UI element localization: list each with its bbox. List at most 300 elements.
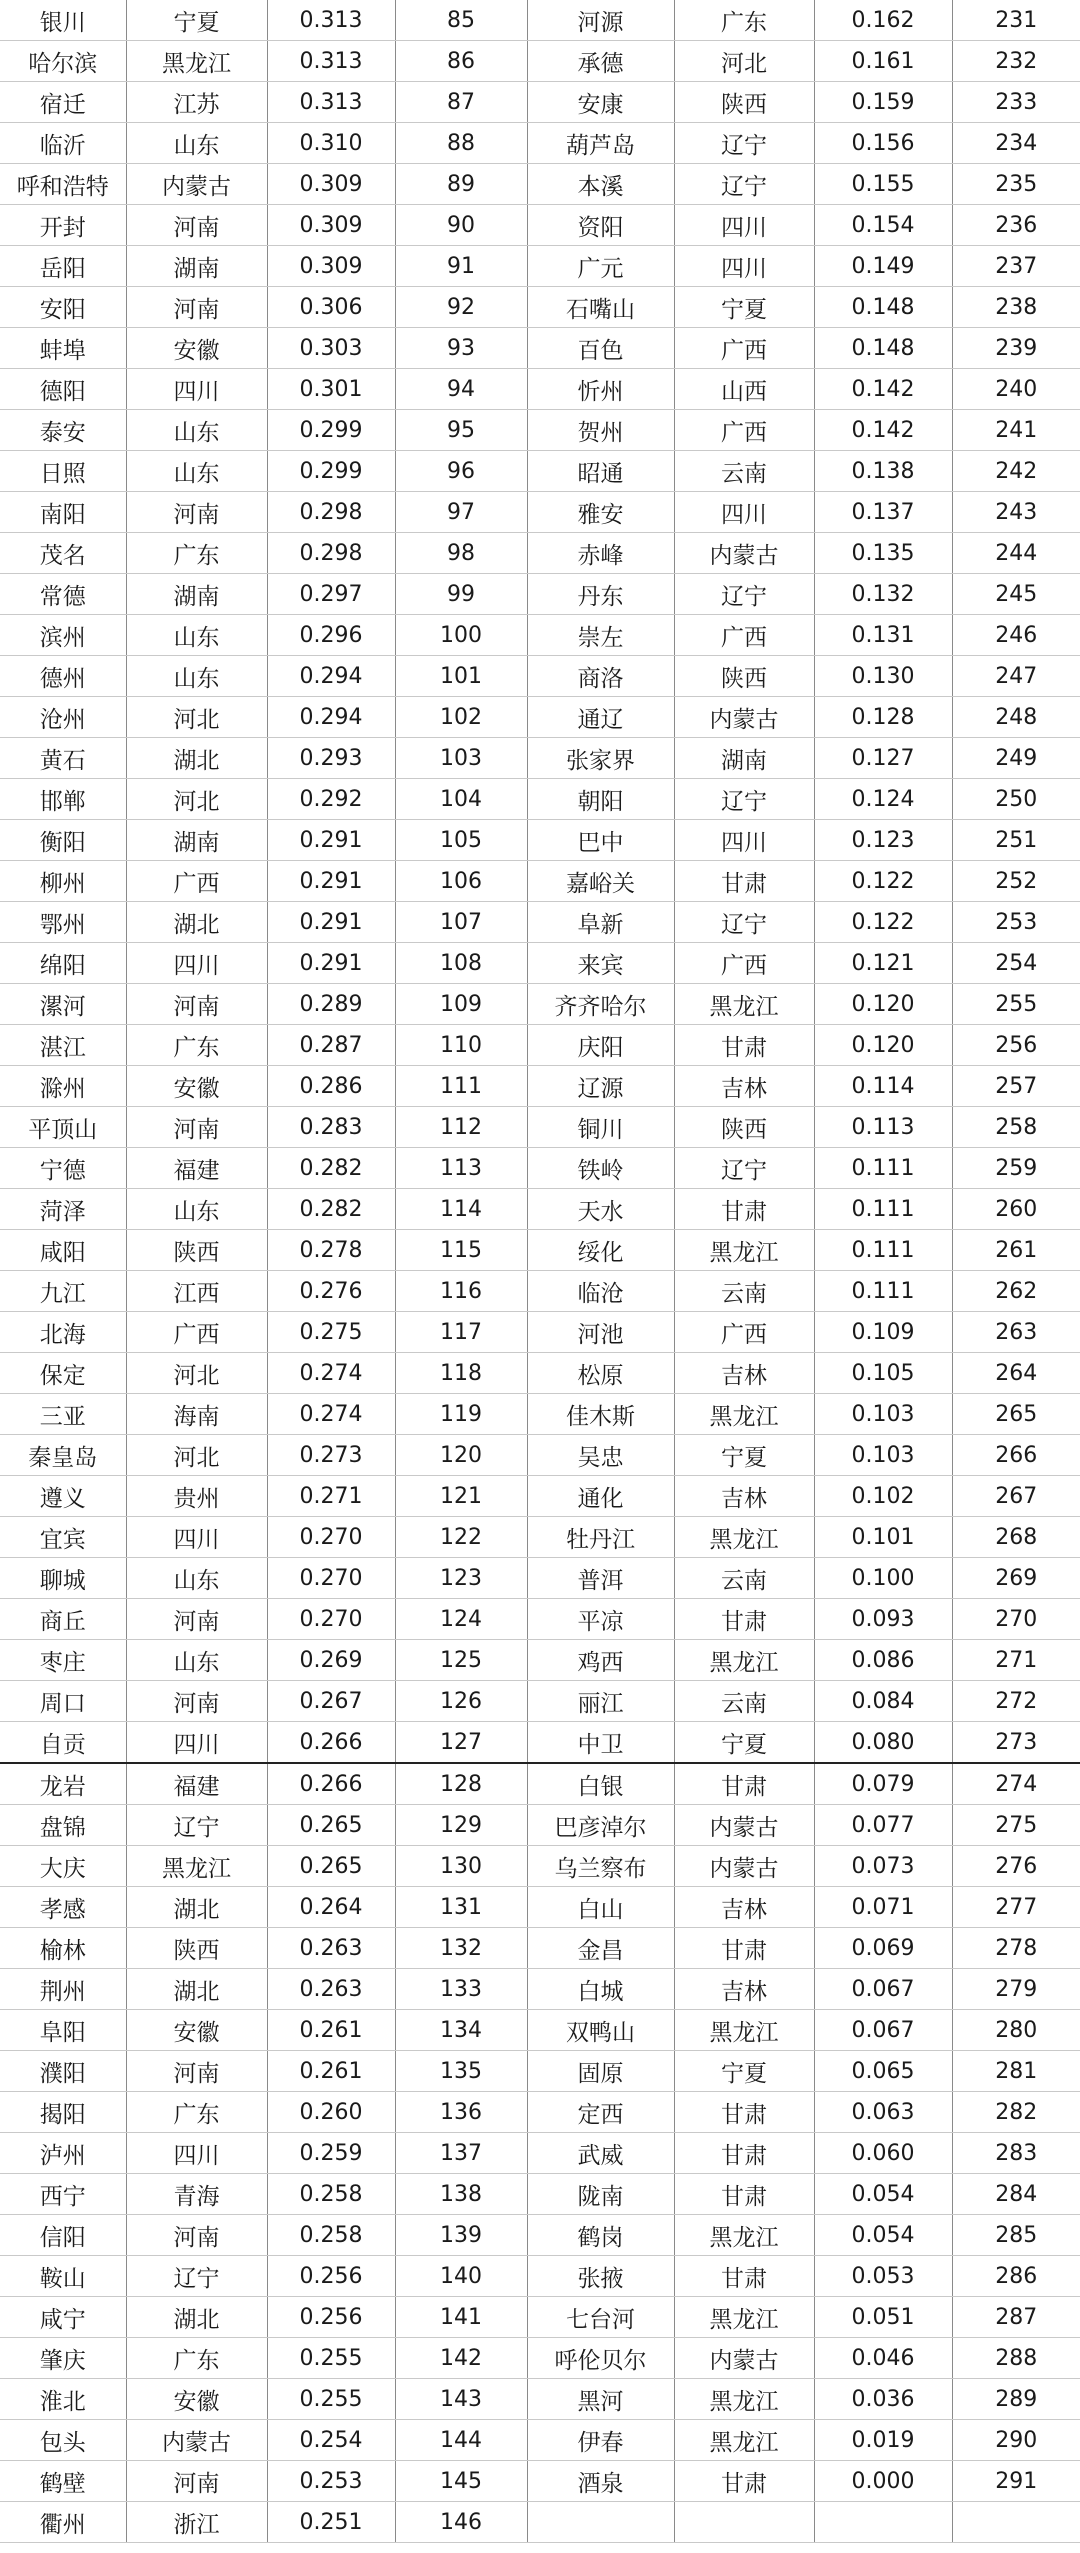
rank-left: 113 (395, 1148, 527, 1189)
province-right: 山西 (674, 369, 814, 410)
index-value-right: 0.101 (814, 1517, 952, 1558)
city-name-left: 信阳 (0, 2215, 126, 2256)
index-value-left: 0.291 (267, 902, 395, 943)
province-left: 湖北 (126, 2297, 267, 2338)
province-left: 青海 (126, 2174, 267, 2215)
table-row (0, 1558, 1080, 1599)
city-name-left: 开封 (0, 205, 126, 246)
index-value-left: 0.267 (267, 1681, 395, 1722)
province-left: 安徽 (126, 2379, 267, 2420)
index-value-right: 0.111 (814, 1271, 952, 1312)
city-name-right: 酒泉 (527, 2461, 674, 2502)
province-left: 黑龙江 (126, 41, 267, 82)
province-left: 贵州 (126, 1476, 267, 1517)
rank-right: 233 (952, 82, 1080, 123)
index-value-right: 0.000 (814, 2461, 952, 2502)
rank-left: 97 (395, 492, 527, 533)
table-row (0, 2502, 1080, 2543)
rank-right: 235 (952, 164, 1080, 205)
city-name-left: 阜阳 (0, 2010, 126, 2051)
index-value-right: 0.114 (814, 1066, 952, 1107)
city-name-right: 白银 (527, 1763, 674, 1805)
city-name-left: 呼和浩特 (0, 164, 126, 205)
city-name-left: 平顶山 (0, 1107, 126, 1148)
index-value-right: 0.137 (814, 492, 952, 533)
city-name-right: 铜川 (527, 1107, 674, 1148)
province-left: 辽宁 (126, 2256, 267, 2297)
index-value-right: 0.051 (814, 2297, 952, 2338)
index-value-left: 0.299 (267, 410, 395, 451)
city-name-right: 本溪 (527, 164, 674, 205)
index-value-left: 0.266 (267, 1763, 395, 1805)
table-row (0, 2174, 1080, 2215)
city-name-right: 铁岭 (527, 1148, 674, 1189)
city-name-right (527, 2502, 674, 2543)
province-left: 陕西 (126, 1230, 267, 1271)
province-right: 甘肃 (674, 2256, 814, 2297)
index-value-left: 0.261 (267, 2010, 395, 2051)
province-right: 黑龙江 (674, 1394, 814, 1435)
province-right: 辽宁 (674, 779, 814, 820)
city-name-left: 咸宁 (0, 2297, 126, 2338)
rank-left: 142 (395, 2338, 527, 2379)
city-name-left: 鹤壁 (0, 2461, 126, 2502)
table-row (0, 1066, 1080, 1107)
index-value-right: 0.067 (814, 1969, 952, 2010)
province-right (674, 2502, 814, 2543)
table-row (0, 1681, 1080, 1722)
table-row (0, 1763, 1080, 1805)
table-row (0, 2051, 1080, 2092)
province-left: 陕西 (126, 1928, 267, 1969)
table-row (0, 0, 1080, 41)
table-row (0, 2133, 1080, 2174)
province-right: 甘肃 (674, 2133, 814, 2174)
city-name-left: 商丘 (0, 1599, 126, 1640)
index-value-left: 0.274 (267, 1394, 395, 1435)
city-name-right: 雅安 (527, 492, 674, 533)
rank-right: 242 (952, 451, 1080, 492)
rank-left: 116 (395, 1271, 527, 1312)
province-right: 黑龙江 (674, 1230, 814, 1271)
province-right: 陕西 (674, 656, 814, 697)
index-value-right: 0.132 (814, 574, 952, 615)
index-value-right: 0.079 (814, 1763, 952, 1805)
index-value-left: 0.274 (267, 1353, 395, 1394)
city-name-left: 邯郸 (0, 779, 126, 820)
rank-right: 248 (952, 697, 1080, 738)
index-value-left: 0.275 (267, 1312, 395, 1353)
province-right: 吉林 (674, 1969, 814, 2010)
index-value-right: 0.156 (814, 123, 952, 164)
table-row (0, 164, 1080, 205)
province-left: 河北 (126, 697, 267, 738)
province-left: 安徽 (126, 328, 267, 369)
index-value-right: 0.122 (814, 902, 952, 943)
rank-left: 108 (395, 943, 527, 984)
city-name-left: 濮阳 (0, 2051, 126, 2092)
province-right: 河北 (674, 41, 814, 82)
index-value-right: 0.120 (814, 984, 952, 1025)
rank-left: 139 (395, 2215, 527, 2256)
table-row (0, 1640, 1080, 1681)
city-name-right: 鸡西 (527, 1640, 674, 1681)
rank-left: 126 (395, 1681, 527, 1722)
index-value-right: 0.128 (814, 697, 952, 738)
province-right: 广西 (674, 410, 814, 451)
table-row (0, 2010, 1080, 2051)
table-row (0, 1025, 1080, 1066)
province-right: 宁夏 (674, 1722, 814, 1764)
index-value-left: 0.270 (267, 1517, 395, 1558)
province-left: 山东 (126, 615, 267, 656)
index-value-right: 0.148 (814, 287, 952, 328)
table-row (0, 2461, 1080, 2502)
table-row (0, 656, 1080, 697)
rank-right: 290 (952, 2420, 1080, 2461)
index-value-right: 0.120 (814, 1025, 952, 1066)
index-value-right: 0.060 (814, 2133, 952, 2174)
index-value-left: 0.259 (267, 2133, 395, 2174)
rank-left: 105 (395, 820, 527, 861)
index-value-left: 0.294 (267, 656, 395, 697)
city-name-left: 常德 (0, 574, 126, 615)
province-left: 河南 (126, 2051, 267, 2092)
index-value-right: 0.131 (814, 615, 952, 656)
rank-left: 103 (395, 738, 527, 779)
province-right: 四川 (674, 205, 814, 246)
province-right: 云南 (674, 1271, 814, 1312)
city-name-left: 绵阳 (0, 943, 126, 984)
province-right: 宁夏 (674, 1435, 814, 1476)
city-name-left: 日照 (0, 451, 126, 492)
rank-left: 131 (395, 1887, 527, 1928)
index-value-left: 0.269 (267, 1640, 395, 1681)
province-right: 内蒙古 (674, 697, 814, 738)
table-row (0, 1107, 1080, 1148)
province-left: 山东 (126, 123, 267, 164)
index-value-left: 0.264 (267, 1887, 395, 1928)
rank-left: 115 (395, 1230, 527, 1271)
city-name-right: 七台河 (527, 2297, 674, 2338)
table-row (0, 779, 1080, 820)
index-value-right: 0.102 (814, 1476, 952, 1517)
rank-left: 128 (395, 1763, 527, 1805)
province-right: 陕西 (674, 1107, 814, 1148)
province-left: 四川 (126, 2133, 267, 2174)
index-value-left: 0.282 (267, 1148, 395, 1189)
province-left: 江苏 (126, 82, 267, 123)
index-value-left: 0.298 (267, 492, 395, 533)
rank-right: 236 (952, 205, 1080, 246)
province-right: 甘肃 (674, 2092, 814, 2133)
province-right: 陕西 (674, 82, 814, 123)
province-left: 浙江 (126, 2502, 267, 2543)
index-value-right: 0.071 (814, 1887, 952, 1928)
city-name-left: 九江 (0, 1271, 126, 1312)
index-value-left: 0.258 (267, 2215, 395, 2256)
city-name-left: 滨州 (0, 615, 126, 656)
index-value-right: 0.142 (814, 410, 952, 451)
province-right: 黑龙江 (674, 2215, 814, 2256)
province-left: 湖北 (126, 902, 267, 943)
city-name-left: 湛江 (0, 1025, 126, 1066)
city-name-left: 哈尔滨 (0, 41, 126, 82)
rank-right: 240 (952, 369, 1080, 410)
rank-left: 94 (395, 369, 527, 410)
table-row (0, 984, 1080, 1025)
rank-right: 246 (952, 615, 1080, 656)
rank-right: 267 (952, 1476, 1080, 1517)
index-value-left: 0.255 (267, 2338, 395, 2379)
rank-left: 141 (395, 2297, 527, 2338)
province-left: 河南 (126, 984, 267, 1025)
city-name-right: 河源 (527, 0, 674, 41)
rank-left: 92 (395, 287, 527, 328)
index-value-right: 0.054 (814, 2215, 952, 2256)
city-name-right: 张家界 (527, 738, 674, 779)
province-left: 广西 (126, 861, 267, 902)
city-name-right: 固原 (527, 2051, 674, 2092)
city-name-left: 肇庆 (0, 2338, 126, 2379)
city-name-right: 双鸭山 (527, 2010, 674, 2051)
city-name-left: 衢州 (0, 2502, 126, 2543)
index-value-left: 0.310 (267, 123, 395, 164)
city-name-right: 百色 (527, 328, 674, 369)
index-value-right: 0.073 (814, 1846, 952, 1887)
index-value-left: 0.263 (267, 1928, 395, 1969)
rank-right: 286 (952, 2256, 1080, 2297)
rank-left: 146 (395, 2502, 527, 2543)
city-name-left: 荆州 (0, 1969, 126, 2010)
index-value-left: 0.278 (267, 1230, 395, 1271)
rank-left: 125 (395, 1640, 527, 1681)
city-name-right: 安康 (527, 82, 674, 123)
table-row (0, 902, 1080, 943)
province-right: 甘肃 (674, 1763, 814, 1805)
rank-right: 287 (952, 2297, 1080, 2338)
province-right: 广东 (674, 0, 814, 41)
rank-right: 266 (952, 1435, 1080, 1476)
rank-right: 264 (952, 1353, 1080, 1394)
rank-left: 122 (395, 1517, 527, 1558)
province-left: 河南 (126, 205, 267, 246)
province-left: 湖南 (126, 820, 267, 861)
province-right: 内蒙古 (674, 1805, 814, 1846)
index-value-left: 0.306 (267, 287, 395, 328)
province-left: 江西 (126, 1271, 267, 1312)
rank-left: 96 (395, 451, 527, 492)
city-name-left: 秦皇岛 (0, 1435, 126, 1476)
city-name-right: 吴忠 (527, 1435, 674, 1476)
city-name-right: 天水 (527, 1189, 674, 1230)
rank-left: 137 (395, 2133, 527, 2174)
index-value-right: 0.162 (814, 0, 952, 41)
province-left: 宁夏 (126, 0, 267, 41)
table-row (0, 615, 1080, 656)
city-name-right: 白山 (527, 1887, 674, 1928)
city-name-right: 资阳 (527, 205, 674, 246)
city-name-left: 德阳 (0, 369, 126, 410)
rank-right: 263 (952, 1312, 1080, 1353)
index-value-right: 0.127 (814, 738, 952, 779)
province-left: 广东 (126, 533, 267, 574)
index-value-right: 0.111 (814, 1230, 952, 1271)
city-name-right: 伊春 (527, 2420, 674, 2461)
index-value-left: 0.313 (267, 0, 395, 41)
table-row (0, 1230, 1080, 1271)
rank-right: 257 (952, 1066, 1080, 1107)
province-right: 吉林 (674, 1887, 814, 1928)
province-left: 湖南 (126, 574, 267, 615)
index-value-right: 0.149 (814, 246, 952, 287)
index-value-right: 0.155 (814, 164, 952, 205)
index-value-right: 0.069 (814, 1928, 952, 1969)
index-value-left: 0.309 (267, 205, 395, 246)
rank-right: 278 (952, 1928, 1080, 1969)
province-right: 广西 (674, 328, 814, 369)
rank-right: 272 (952, 1681, 1080, 1722)
province-left: 内蒙古 (126, 2420, 267, 2461)
index-value-left: 0.258 (267, 2174, 395, 2215)
index-value-right: 0.109 (814, 1312, 952, 1353)
rank-left: 101 (395, 656, 527, 697)
city-name-right: 通化 (527, 1476, 674, 1517)
table-row (0, 2297, 1080, 2338)
index-value-left: 0.282 (267, 1189, 395, 1230)
rank-left: 88 (395, 123, 527, 164)
province-left: 四川 (126, 369, 267, 410)
city-name-left: 遵义 (0, 1476, 126, 1517)
index-value-left: 0.313 (267, 82, 395, 123)
rank-left: 112 (395, 1107, 527, 1148)
city-name-right: 通辽 (527, 697, 674, 738)
city-name-left: 安阳 (0, 287, 126, 328)
province-left: 河南 (126, 2461, 267, 2502)
city-name-left: 沧州 (0, 697, 126, 738)
rank-right: 252 (952, 861, 1080, 902)
table-row (0, 2215, 1080, 2256)
city-name-left: 茂名 (0, 533, 126, 574)
province-left: 广东 (126, 2092, 267, 2133)
rank-left: 99 (395, 574, 527, 615)
province-left: 河北 (126, 1435, 267, 1476)
rank-left: 143 (395, 2379, 527, 2420)
province-right: 辽宁 (674, 902, 814, 943)
province-left: 河南 (126, 492, 267, 533)
province-left: 四川 (126, 1517, 267, 1558)
province-left: 广东 (126, 2338, 267, 2379)
province-right: 黑龙江 (674, 2297, 814, 2338)
city-name-left: 周口 (0, 1681, 126, 1722)
rank-right: 277 (952, 1887, 1080, 1928)
rank-right: 288 (952, 2338, 1080, 2379)
index-value-right: 0.077 (814, 1805, 952, 1846)
rank-right: 243 (952, 492, 1080, 533)
city-name-right: 商洛 (527, 656, 674, 697)
table-row (0, 2379, 1080, 2420)
rank-left: 90 (395, 205, 527, 246)
province-right: 黑龙江 (674, 2420, 814, 2461)
index-value-right: 0.065 (814, 2051, 952, 2092)
index-value-left: 0.265 (267, 1805, 395, 1846)
province-left: 内蒙古 (126, 164, 267, 205)
rank-right: 265 (952, 1394, 1080, 1435)
index-value-left: 0.283 (267, 1107, 395, 1148)
table-row (0, 2092, 1080, 2133)
province-right: 宁夏 (674, 287, 814, 328)
index-value-left: 0.256 (267, 2256, 395, 2297)
province-left: 河南 (126, 1599, 267, 1640)
province-right: 云南 (674, 451, 814, 492)
rank-right: 259 (952, 1148, 1080, 1189)
province-left: 安徽 (126, 1066, 267, 1107)
rank-left: 98 (395, 533, 527, 574)
province-left: 山东 (126, 1558, 267, 1599)
city-name-left: 龙岩 (0, 1763, 126, 1805)
rank-left: 132 (395, 1928, 527, 1969)
rank-left: 138 (395, 2174, 527, 2215)
province-right: 内蒙古 (674, 1846, 814, 1887)
province-right: 甘肃 (674, 1189, 814, 1230)
province-right: 宁夏 (674, 2051, 814, 2092)
city-name-left: 漯河 (0, 984, 126, 1025)
city-name-right: 广元 (527, 246, 674, 287)
rank-left: 144 (395, 2420, 527, 2461)
table-row (0, 1846, 1080, 1887)
rank-right: 237 (952, 246, 1080, 287)
table-row (0, 1969, 1080, 2010)
table-row (0, 697, 1080, 738)
city-name-right: 黑河 (527, 2379, 674, 2420)
rank-right: 234 (952, 123, 1080, 164)
table-row (0, 82, 1080, 123)
table-row (0, 451, 1080, 492)
table-row (0, 287, 1080, 328)
province-left: 广东 (126, 1025, 267, 1066)
table-row (0, 1476, 1080, 1517)
city-name-left: 南阳 (0, 492, 126, 533)
index-value-right: 0.130 (814, 656, 952, 697)
city-name-right: 忻州 (527, 369, 674, 410)
index-value-left: 0.255 (267, 2379, 395, 2420)
table-row (0, 492, 1080, 533)
city-name-left: 包头 (0, 2420, 126, 2461)
city-name-right: 朝阳 (527, 779, 674, 820)
province-right: 甘肃 (674, 1599, 814, 1640)
index-value-right: 0.080 (814, 1722, 952, 1764)
rank-left: 129 (395, 1805, 527, 1846)
province-left: 山东 (126, 451, 267, 492)
rank-right: 258 (952, 1107, 1080, 1148)
city-name-left: 宁德 (0, 1148, 126, 1189)
province-right: 黑龙江 (674, 2379, 814, 2420)
index-value-left: 0.303 (267, 328, 395, 369)
rank-left: 93 (395, 328, 527, 369)
city-name-right: 平凉 (527, 1599, 674, 1640)
rank-left: 87 (395, 82, 527, 123)
province-left: 山东 (126, 656, 267, 697)
rank-left: 133 (395, 1969, 527, 2010)
rank-left: 110 (395, 1025, 527, 1066)
table-row (0, 1148, 1080, 1189)
rank-right: 276 (952, 1846, 1080, 1887)
province-left: 安徽 (126, 2010, 267, 2051)
index-value-right: 0.063 (814, 2092, 952, 2133)
province-left: 河南 (126, 287, 267, 328)
rank-right: 247 (952, 656, 1080, 697)
city-name-right: 丽江 (527, 1681, 674, 1722)
